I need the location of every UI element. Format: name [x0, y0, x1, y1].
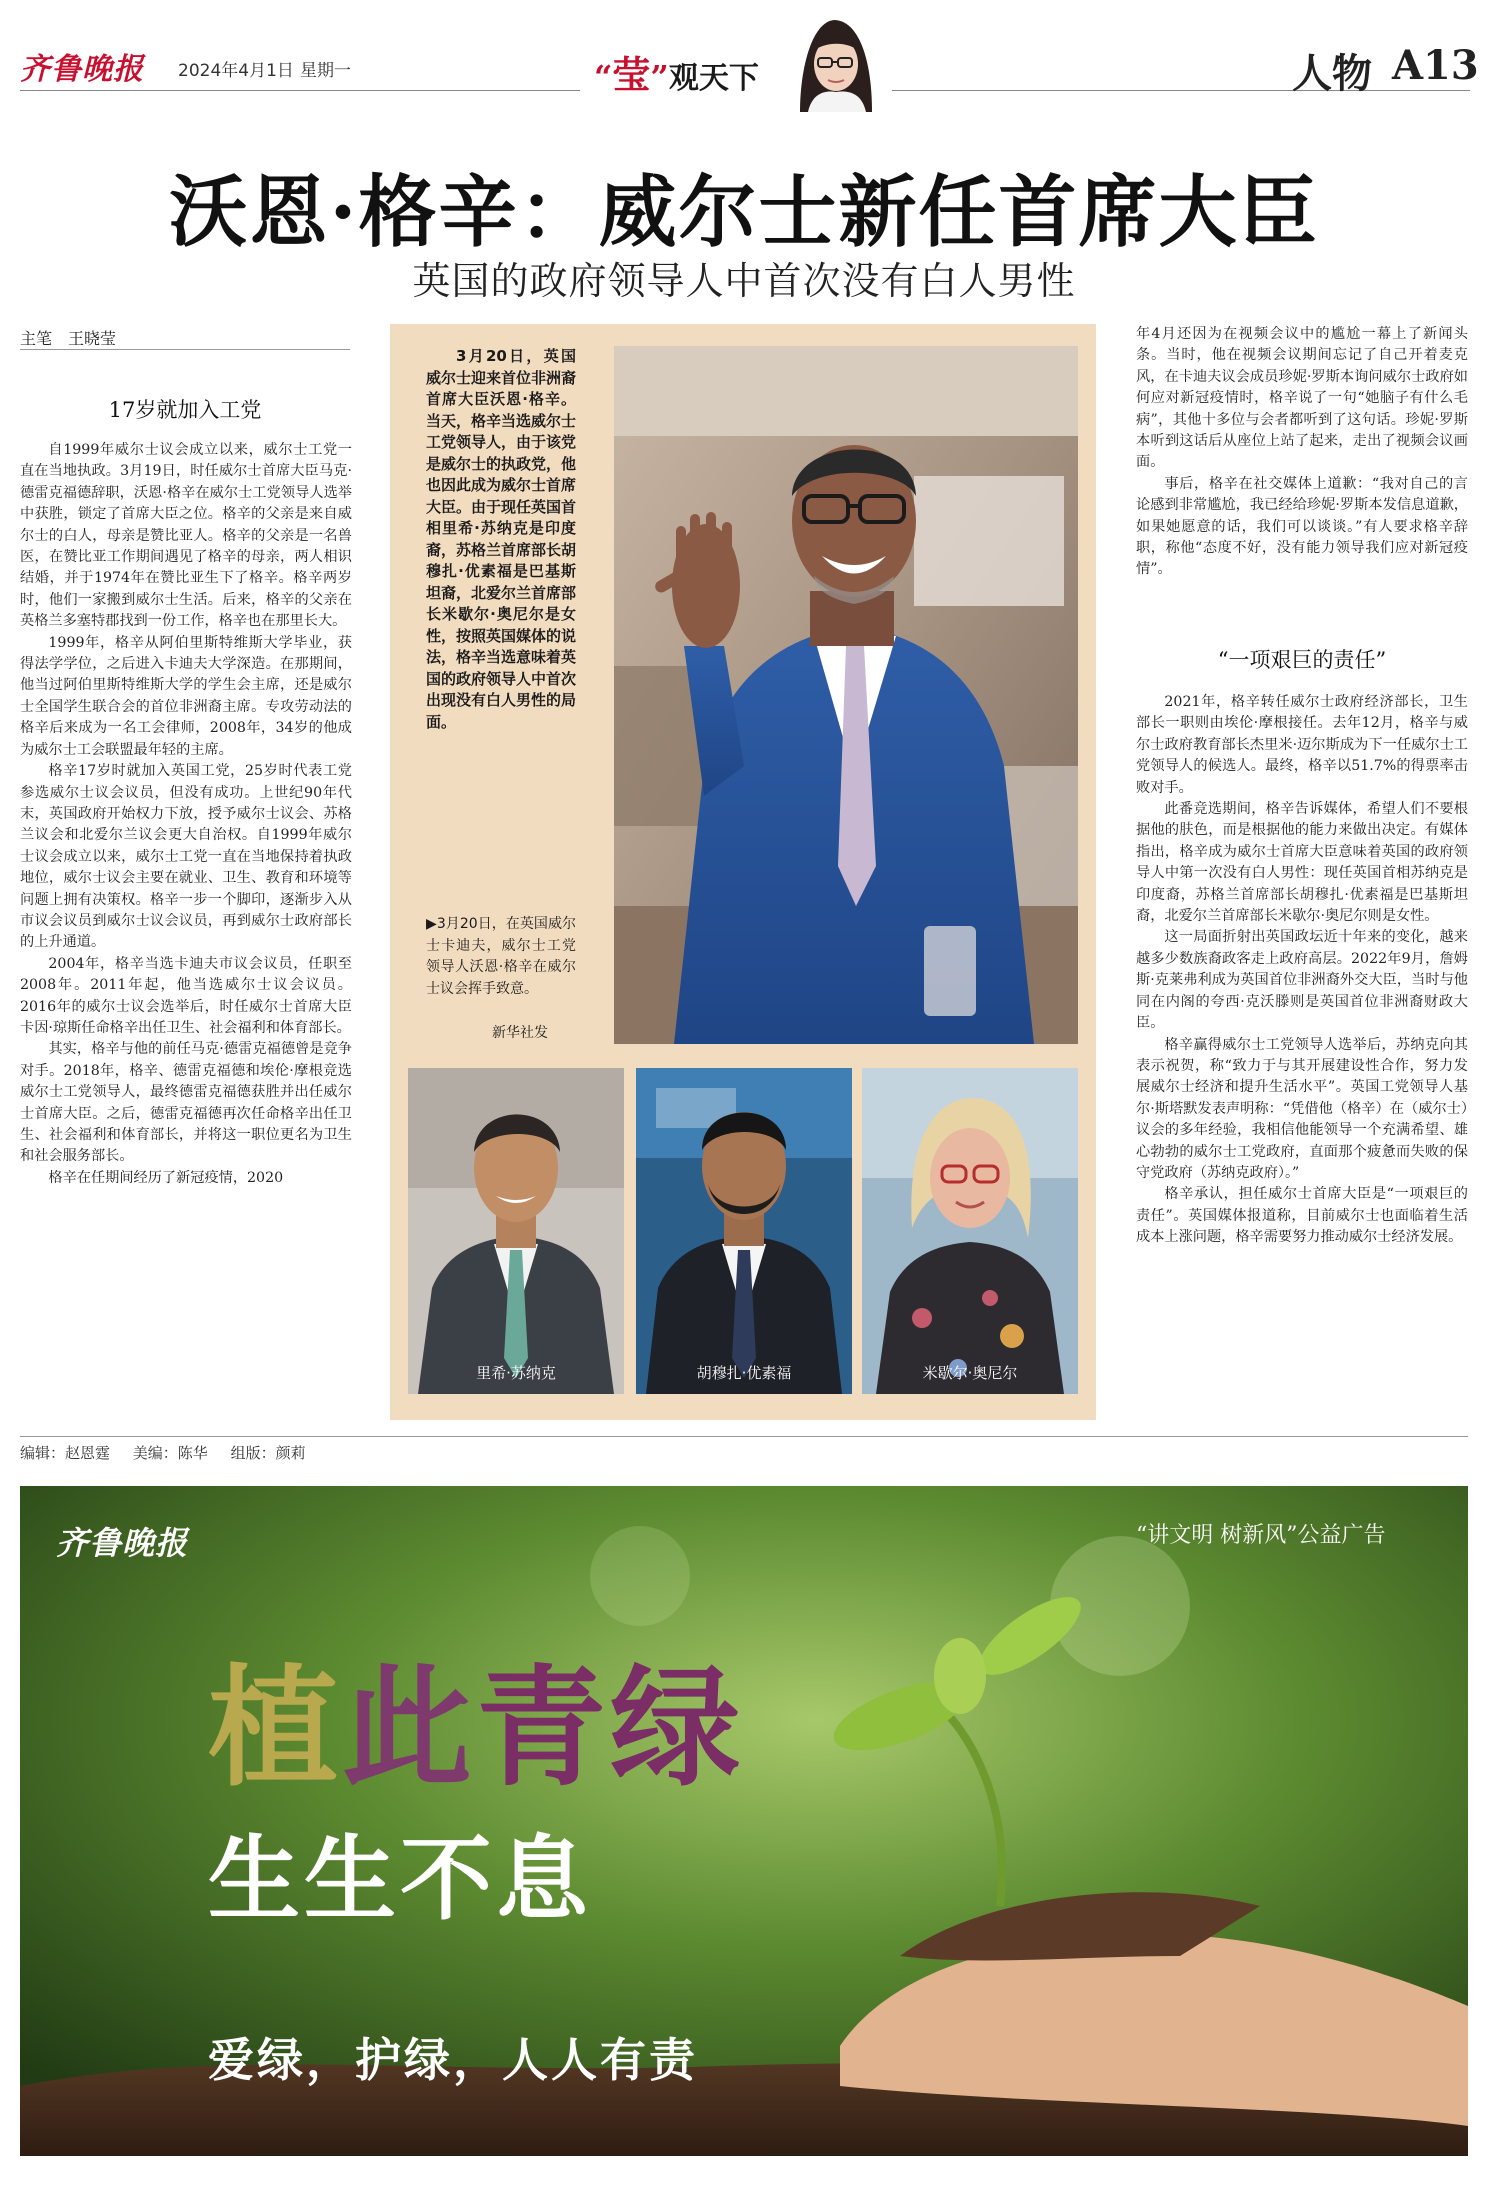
header-rule-left: [20, 90, 580, 91]
paragraph: 格辛承认，担任威尔士首席大臣是“一项艰巨的责任”。英国媒体报道称，目前威尔士也面临着生活成本上涨问题，格辛需要努力推动威尔士经济发展。: [1136, 1186, 1468, 1246]
byline-rule: [20, 349, 350, 350]
ad-masthead-logo: 齐鲁晚报: [56, 1524, 189, 1562]
ad-title-mid-char: 此: [342, 1651, 477, 1804]
article-column-left: [20, 440, 352, 1416]
columnist-portrait: [782, 8, 886, 112]
paragraph: 自1999年威尔士议会成立以来，威尔士工党一直在当地执政。3月19日，时任威尔士首席大臣马克·德雷克福德辞职，沃恩·格辛在威尔士工党领导人选举中获胜，锁定了首席大臣之位。格辛的父亲是来自威尔士的白人，母亲是赞比亚人。格辛的父亲是一名兽医，在赞比亚工作期间遇见了格辛的母亲，两人相识结婚，并于1974年在赞比亚生下了格辛。格辛两岁时，他们一家搬到威尔士生活。后来，格辛的父亲在英格兰多塞特郡找到一份工作，格辛也在那里长大。: [20, 442, 352, 630]
paragraph: 格辛在任期间经历了新冠疫情，2020: [48, 1169, 284, 1186]
article-column-right-bottom: [1136, 692, 1468, 1418]
ad-campaign-label: “讲文明 树新风”公益广告: [1136, 1523, 1386, 1548]
layout-credit: 组版：颜莉: [230, 1444, 306, 1462]
column-title-rest: 观天下: [668, 61, 759, 96]
portrait-label: 胡穆扎·优素福: [696, 1364, 792, 1382]
masthead-logo: 齐鲁晚报: [20, 52, 144, 87]
photo-credit: 新华社发: [492, 1025, 548, 1041]
paragraph: 格辛赢得威尔士工党领导人选举后，苏纳克向其表示祝贺，称“致力于与其开展建设性合作，努力发展威尔士经济和提升生活水平”。英国工党领导人基尔·斯塔默发表声明称：“凭借他（格辛）在（威尔士）议会的多年经验，我相信他能领导一个充满希望、雄心勃勃的威尔士工党政府，直面那个疲惫而失败的保守党政府（苏纳克政府）。”: [1136, 1036, 1468, 1181]
photo-feature-caption: [426, 346, 576, 733]
paragraph: 2021年，格辛转任威尔士政府经济部长，卫生部长一职则由埃伦·摩根接任。去年12月，格辛与威尔士政府教育部长杰里米·迈尔斯成为下一任威尔士工党领导人的候选人。最终，格辛以51.7%的得票率击败对手。: [1136, 694, 1468, 796]
subheadline: 英国的政府领导人中首次没有白人男性: [412, 259, 1076, 303]
designer-credit: 美编：陈华: [132, 1444, 208, 1462]
header-rule-right: [892, 90, 1470, 91]
paragraph: 其实，格辛与他的前任马克·德雷克福德曾是竞争对手。2018年，格辛、德雷克福德和埃伦·摩根竞选威尔士工党领导人，最终德雷克福德获胜并出任威尔士首席大臣。之后，德雷克福德再次任命格辛出任卫生、社会福利和体育部长，并将这一职位更名为卫生和社会服务部长。: [20, 1041, 352, 1165]
page-credits: [20, 1442, 324, 1463]
ad-title-first-char: 植: [208, 1651, 343, 1804]
paragraph: 年4月还因为在视频会议中的尴尬一幕上了新闻头条。当时，他在视频会议期间忘记了自己开着麦克风，在卡迪夫议会成员珍妮·罗斯本询问威尔士政府如何应对新冠疫情时，格辛说了一句“她脑子有什么毛病”，其他十多位与会者都听到了这句话。珍妮·罗斯本听到这话后从座位上站了起来，走出了视频会议画面。: [1136, 326, 1468, 471]
section-heading-2: “一项艰巨的责任”: [1217, 648, 1387, 672]
portrait-michelle-oneill: [862, 1068, 1078, 1394]
main-photo: [614, 346, 1078, 1044]
page-number: A13: [1392, 42, 1479, 89]
ad-subtitle: 生生不息: [208, 1826, 593, 1933]
caption-text: 3月20日，英国威尔士迎来首位非洲裔首席大臣沃恩·格辛。当天，格辛当选威尔士工党领导人，由于该党是威尔士的执政党，他也因此成为威尔士首席大臣。由于现任英国首相里希·苏纳克是印度裔，苏格兰首席部长胡穆扎·优素福是巴基斯坦裔，北爱尔兰首席部长米歇尔·奥尼尔是女性，按照英国媒体的说法，格辛当选意味着英国的政府领导人中首次出现没有白人男性的局面。: [426, 347, 577, 731]
issue-weekday: 星期一: [300, 61, 351, 81]
portrait-rishi-sunak: [408, 1068, 624, 1394]
ad-title: [208, 1624, 744, 1811]
paragraph: 格辛17岁时就加入英国工党，25岁时代表工党参选威尔士议会议员，但没有成功。上世纪90年代末，英国政府开始权力下放，授予威尔士议会、苏格兰议会和北爱尔兰议会更大自治权。自1999年威尔士议会成立以来，威尔士工党一直在当地保持着执政地位，威尔士议会主要在就业、卫生、教育和环境等问题上拥有决策权。格辛一步一个脚印，逐渐步入从市议会议员到威尔士议会议员，再到威尔士政府部长的上升通道。: [20, 763, 352, 951]
paragraph: 这一局面折射出英国政坛近十年来的变化，越来越多少数族裔政客走上政府高层。2022年9月，詹姆斯·克莱弗利成为英国首位非洲裔外交大臣，当时与他同在内阁的夸西·克沃滕则是英国首位非洲裔财政大臣。: [1136, 929, 1468, 1032]
ad-title-rest: 青绿: [476, 1651, 745, 1804]
section-heading-1: 17岁就加入工党: [108, 398, 262, 422]
portrait-label: 米歇尔·奥尼尔: [922, 1364, 1018, 1382]
portrait-humza-yousaf: [636, 1068, 852, 1394]
paragraph: 2004年，格辛当选卡迪夫市议会议员，任职至2008年。2011年起，他当选威尔士议会议员。2016年的威尔士议会选举后，时任威尔士首席大臣卡因·琼斯任命格辛出任卫生、社会福利和体育部长。: [20, 955, 352, 1036]
photo-caption: ▶3月20日，在英国威尔士卡迪夫，威尔士工党领导人沃恩·格辛在威尔士议会挥手致意。: [426, 916, 576, 997]
byline: 主笔 王晓莹: [20, 329, 117, 348]
column-name-char: 莹: [612, 52, 651, 97]
editor-credit: 编辑：赵恩霆: [20, 1444, 111, 1462]
paragraph: 1999年，格辛从阿伯里斯特维斯大学毕业，获得法学学位，之后进入卡迪夫大学深造。在那期间，他当过阿伯里斯特维斯大学的学生会主席，还是威尔士全国学生联合会的首位非洲裔主席。专攻劳动法的格辛后来成为一名工会律师，2008年，34岁的他成为威尔士工会联盟最年轻的主席。: [20, 634, 352, 758]
section-label: 人物: [1292, 50, 1372, 97]
issue-date: 2024年4月1日: [178, 61, 294, 81]
paragraph: 事后，格辛在社交媒体上道歉：“我对自己的言论感到非常尴尬，我已经给珍妮·罗斯本发信息道歉，如果她愿意的话，我们可以谈谈。”有人要求格辛辞职，称他“态度不好，没有能力领导我们应对新冠疫情”。: [1136, 475, 1468, 578]
article-column-right-top: [1136, 324, 1468, 658]
column-title: [594, 44, 759, 99]
paragraph: 此番竞选期间，格辛告诉媒体，希望人们不要根据他的肤色，而是根据他的能力来做出决定。有媒体指出，格辛成为威尔士首席大臣意味着英国的政府领导人中第一次没有白人男性：现任英国首相苏纳克是印度裔，苏格兰首席部长胡穆扎·优素福是巴基斯坦裔，北爱尔兰首席部长米歇尔·奥尼尔则是女性。: [1136, 801, 1468, 925]
ad-slogan: 爱绿，护绿，人人有责: [208, 2033, 698, 2087]
column-quote-close: ”: [650, 58, 669, 96]
footer-rule: [20, 1436, 1468, 1437]
column-quote-open: “: [594, 58, 613, 96]
headline: 沃恩·格辛：威尔士新任首席大臣: [169, 167, 1319, 258]
portrait-label: 里希·苏纳克: [476, 1364, 556, 1382]
